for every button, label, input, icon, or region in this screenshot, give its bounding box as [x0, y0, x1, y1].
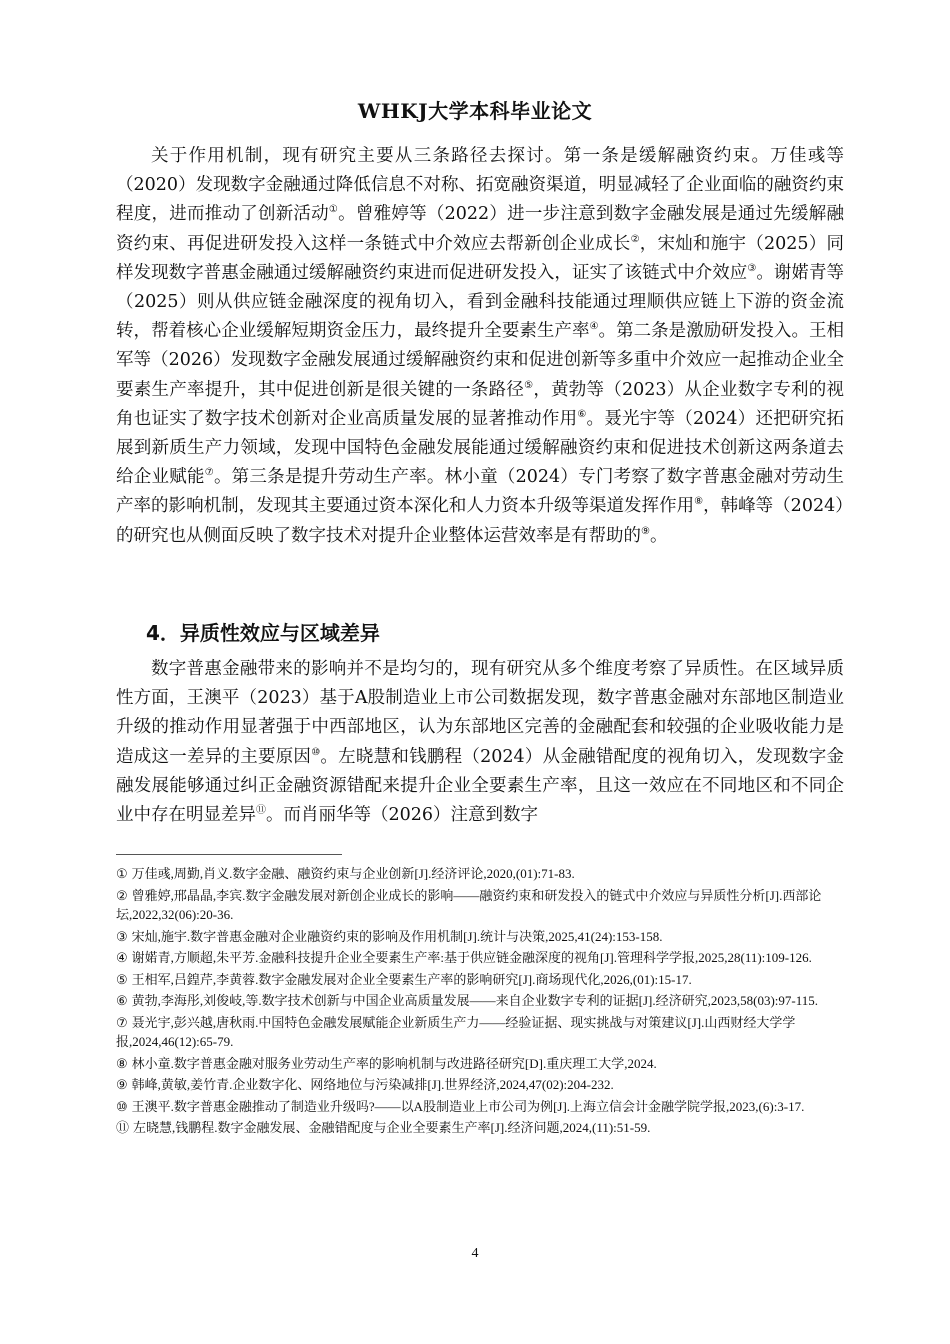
paragraph-text: ，宋灿和施宇（2025）同样发现数字普惠金融通过缓解融资约束进而促进研发投入，证实了该链式中介效应	[116, 233, 845, 283]
paragraph-text: 。第三条是提升劳动生产率。林小童（2024）专门考察了数字普惠金融对劳动生产率的影响机制，发现其主要通过资本深化和人力资本升级等渠道发挥作用	[116, 467, 844, 517]
paragraph-text: 。	[649, 525, 668, 546]
footnote-ref[interactable]: ③	[747, 262, 757, 274]
footnote-mark: ⑪	[116, 1120, 130, 1135]
footnote-mark: ⑩	[116, 1098, 128, 1114]
footnote-mark: ⑦	[116, 1014, 128, 1030]
footnote-divider	[116, 854, 342, 855]
paragraph-text: 。而肖丽华等（2026）注意到数字	[266, 805, 539, 826]
footnote-ref[interactable]: ⑩	[311, 746, 321, 758]
paragraph-text: 。第二条是激励研发投入。王相军等（2026）发现数字金融发展通过缓解融资约束和促进创新等多重中介效应一起推动企业全要素生产率提升，其中促进创新是很关键的一条路径	[116, 321, 845, 400]
footnote-ref[interactable]: ⑧	[694, 496, 704, 508]
paragraph-text: 关于作用机制，现有研究主要从三条路径去探讨。第一条是缓解融资约束。万佳彧等（2020）发现数字金融通过降低信息不对称、拓宽融资渠道，明显减轻了企业面临的融资约束程度，进而推动了创新活动	[116, 146, 844, 225]
footnote-text: 林小童.数字普惠金融对服务业劳动生产率的影响机制与改进路径研究[D].重庆理工大学,2024.	[131, 1055, 657, 1071]
footnote-mark: ⑧	[116, 1055, 128, 1071]
footnote-ref[interactable]: ⑨	[641, 525, 650, 537]
footnote-mark: ②	[116, 887, 128, 903]
footnote-ref[interactable]: ④	[589, 321, 599, 333]
footnote-ref[interactable]: ⑥	[577, 409, 587, 420]
footnote-item	[116, 948, 844, 968]
footnote-mark: ①	[116, 866, 128, 881]
footnote-text: 王相军,吕鍠芹,李黄蓉.数字金融发展对企业全要素生产率的影响研究[J].商场现代化,2026,(01):15-17.	[131, 971, 692, 987]
footnote-mark: ④	[116, 950, 128, 965]
body-paragraph-heterogeneity	[116, 655, 844, 830]
footnote-text: 王澳平.数字普惠金融推动了制造业升级吗?——以A股制造业上市公司为例[J].上海立信会计金融学院学报,2023,(6):3-17.	[131, 1098, 805, 1114]
footnote-text: 谢婼青,方顺超,朱平芳.金融科技提升企业全要素生产率:基于供应链金融深度的视角[J].管理科学学报,2025,28(11):109-126.	[131, 950, 812, 965]
footnote-text: 黄勃,李海彤,刘俊岐,等.数字技术创新与中国企业高质量发展——来自企业数字专利的证据[J].经济研究,2023,58(03):97-115.	[131, 993, 818, 1008]
paragraph-text: 数字普惠金融带来的影响并不是均匀的，现有研究从多个维度考察了异质性。在区域异质性方面，王澳平（2023）基于A股制造业上市公司数据发现，数字普惠金融对东部地区制造业升级的推动作用显著强于中西部地区，认为东部地区完善的金融配套和较强的企业吸收能力是造成这一差异的主要原因	[116, 659, 844, 767]
footnote-text: 左晓慧,钱鹏程.数字金融发展、金融错配度与企业全要素生产率[J].经济问题,2024,(11):51-59.	[133, 1120, 651, 1135]
footnote-mark: ⑨	[116, 1077, 128, 1092]
footnote-item	[116, 927, 844, 947]
paragraph-text: 。左晓慧和钱鹏程（2024）从金融错配度的视角切入，发现数字金融发展能够通过纠正金融资源错配来提升企业全要素生产率，且这一效应在不同地区和不同企业中存在明显差异	[116, 746, 845, 826]
paragraph-text: 。谢婼青等（2025）则从供应链金融深度的视角切入，看到金融科技能通过理顺供应链上下游的资金流转，帮着核心企业缓解短期资金压力，最终提升全要素生产率	[116, 262, 845, 342]
section-heading: 4．异质性效应与区域差异	[146, 621, 380, 645]
body-paragraph-mechanism	[116, 142, 844, 551]
paragraph-text: 。曾雅婷等（2022）进一步注意到数字金融发展是通过先缓解融资约束、再促进研发投入这样一条链式中介效应去帮新创企业成长	[116, 204, 844, 254]
paragraph-text: 。聂光宇等（2024）还把研究拓展到新质生产力领域，发现中国特色金融发展能通过缓解融资约束和促进技术创新这两条道去给企业赋能	[116, 408, 845, 488]
footnote-item	[116, 1013, 844, 1052]
footnote-text: 宋灿,施宇.数字普惠金融对企业融资约束的影响及作用机制[J].统计与决策,2025,41(24):153-158.	[131, 928, 663, 944]
footnote-ref[interactable]: ⑪	[256, 805, 266, 817]
page-number: 4	[471, 1246, 479, 1261]
footnote-text: 聂光宇,彭兴越,唐秋雨.中国特色金融发展赋能企业新质生产力——经验证据、现实挑战与对策建议[J].山西财经大学学报,2024,46(12):65-79.	[116, 1014, 796, 1049]
paragraph-text: ，韩峰等（2024）的研究也从侧面反映了数字技术对提升企业整体运营效率是有帮助的	[116, 496, 844, 546]
footnote-text: 万佳彧,周勤,肖义.数字金融、融资约束与企业创新[J].经济评论,2020,(01):71-83.	[131, 866, 575, 881]
footnote-item	[116, 991, 844, 1011]
footnote-item	[116, 1118, 844, 1138]
footnote-list	[116, 864, 844, 1140]
footnote-item	[116, 970, 844, 990]
footnote-ref[interactable]: ⑦	[204, 467, 214, 479]
footnote-ref[interactable]: ①	[328, 204, 339, 216]
footnote-ref[interactable]: ②	[630, 233, 640, 245]
footnote-item	[116, 1075, 844, 1095]
footnote-item	[116, 1054, 844, 1074]
footnote-text: 曾雅婷,邢晶晶,李宾.数字金融发展对新创企业成长的影响——融资约束和研发投入的链式中介效应与异质性分析[J].西部论坛,2022,32(06):20-36.	[116, 887, 822, 922]
footnote-mark: ⑤	[116, 971, 128, 987]
footnote-item	[116, 886, 844, 925]
footnote-text: 韩峰,黄敏,姜竹青.企业数字化、网络地位与污染减排[J].世界经济,2024,47(02):204-232.	[131, 1077, 614, 1092]
footnote-mark: ⑥	[116, 993, 128, 1008]
running-header: WHKJ大学本科毕业论文	[357, 99, 593, 123]
footnote-ref[interactable]: ⑤	[524, 379, 534, 391]
paragraph-text: ，黄勃等（2023）从企业数字专利的视角也证实了数字技术创新对企业高质量发展的显著推动作用	[116, 379, 844, 429]
footnote-mark: ③	[116, 928, 128, 944]
footnote-item	[116, 1097, 844, 1117]
footnote-item	[116, 864, 844, 884]
